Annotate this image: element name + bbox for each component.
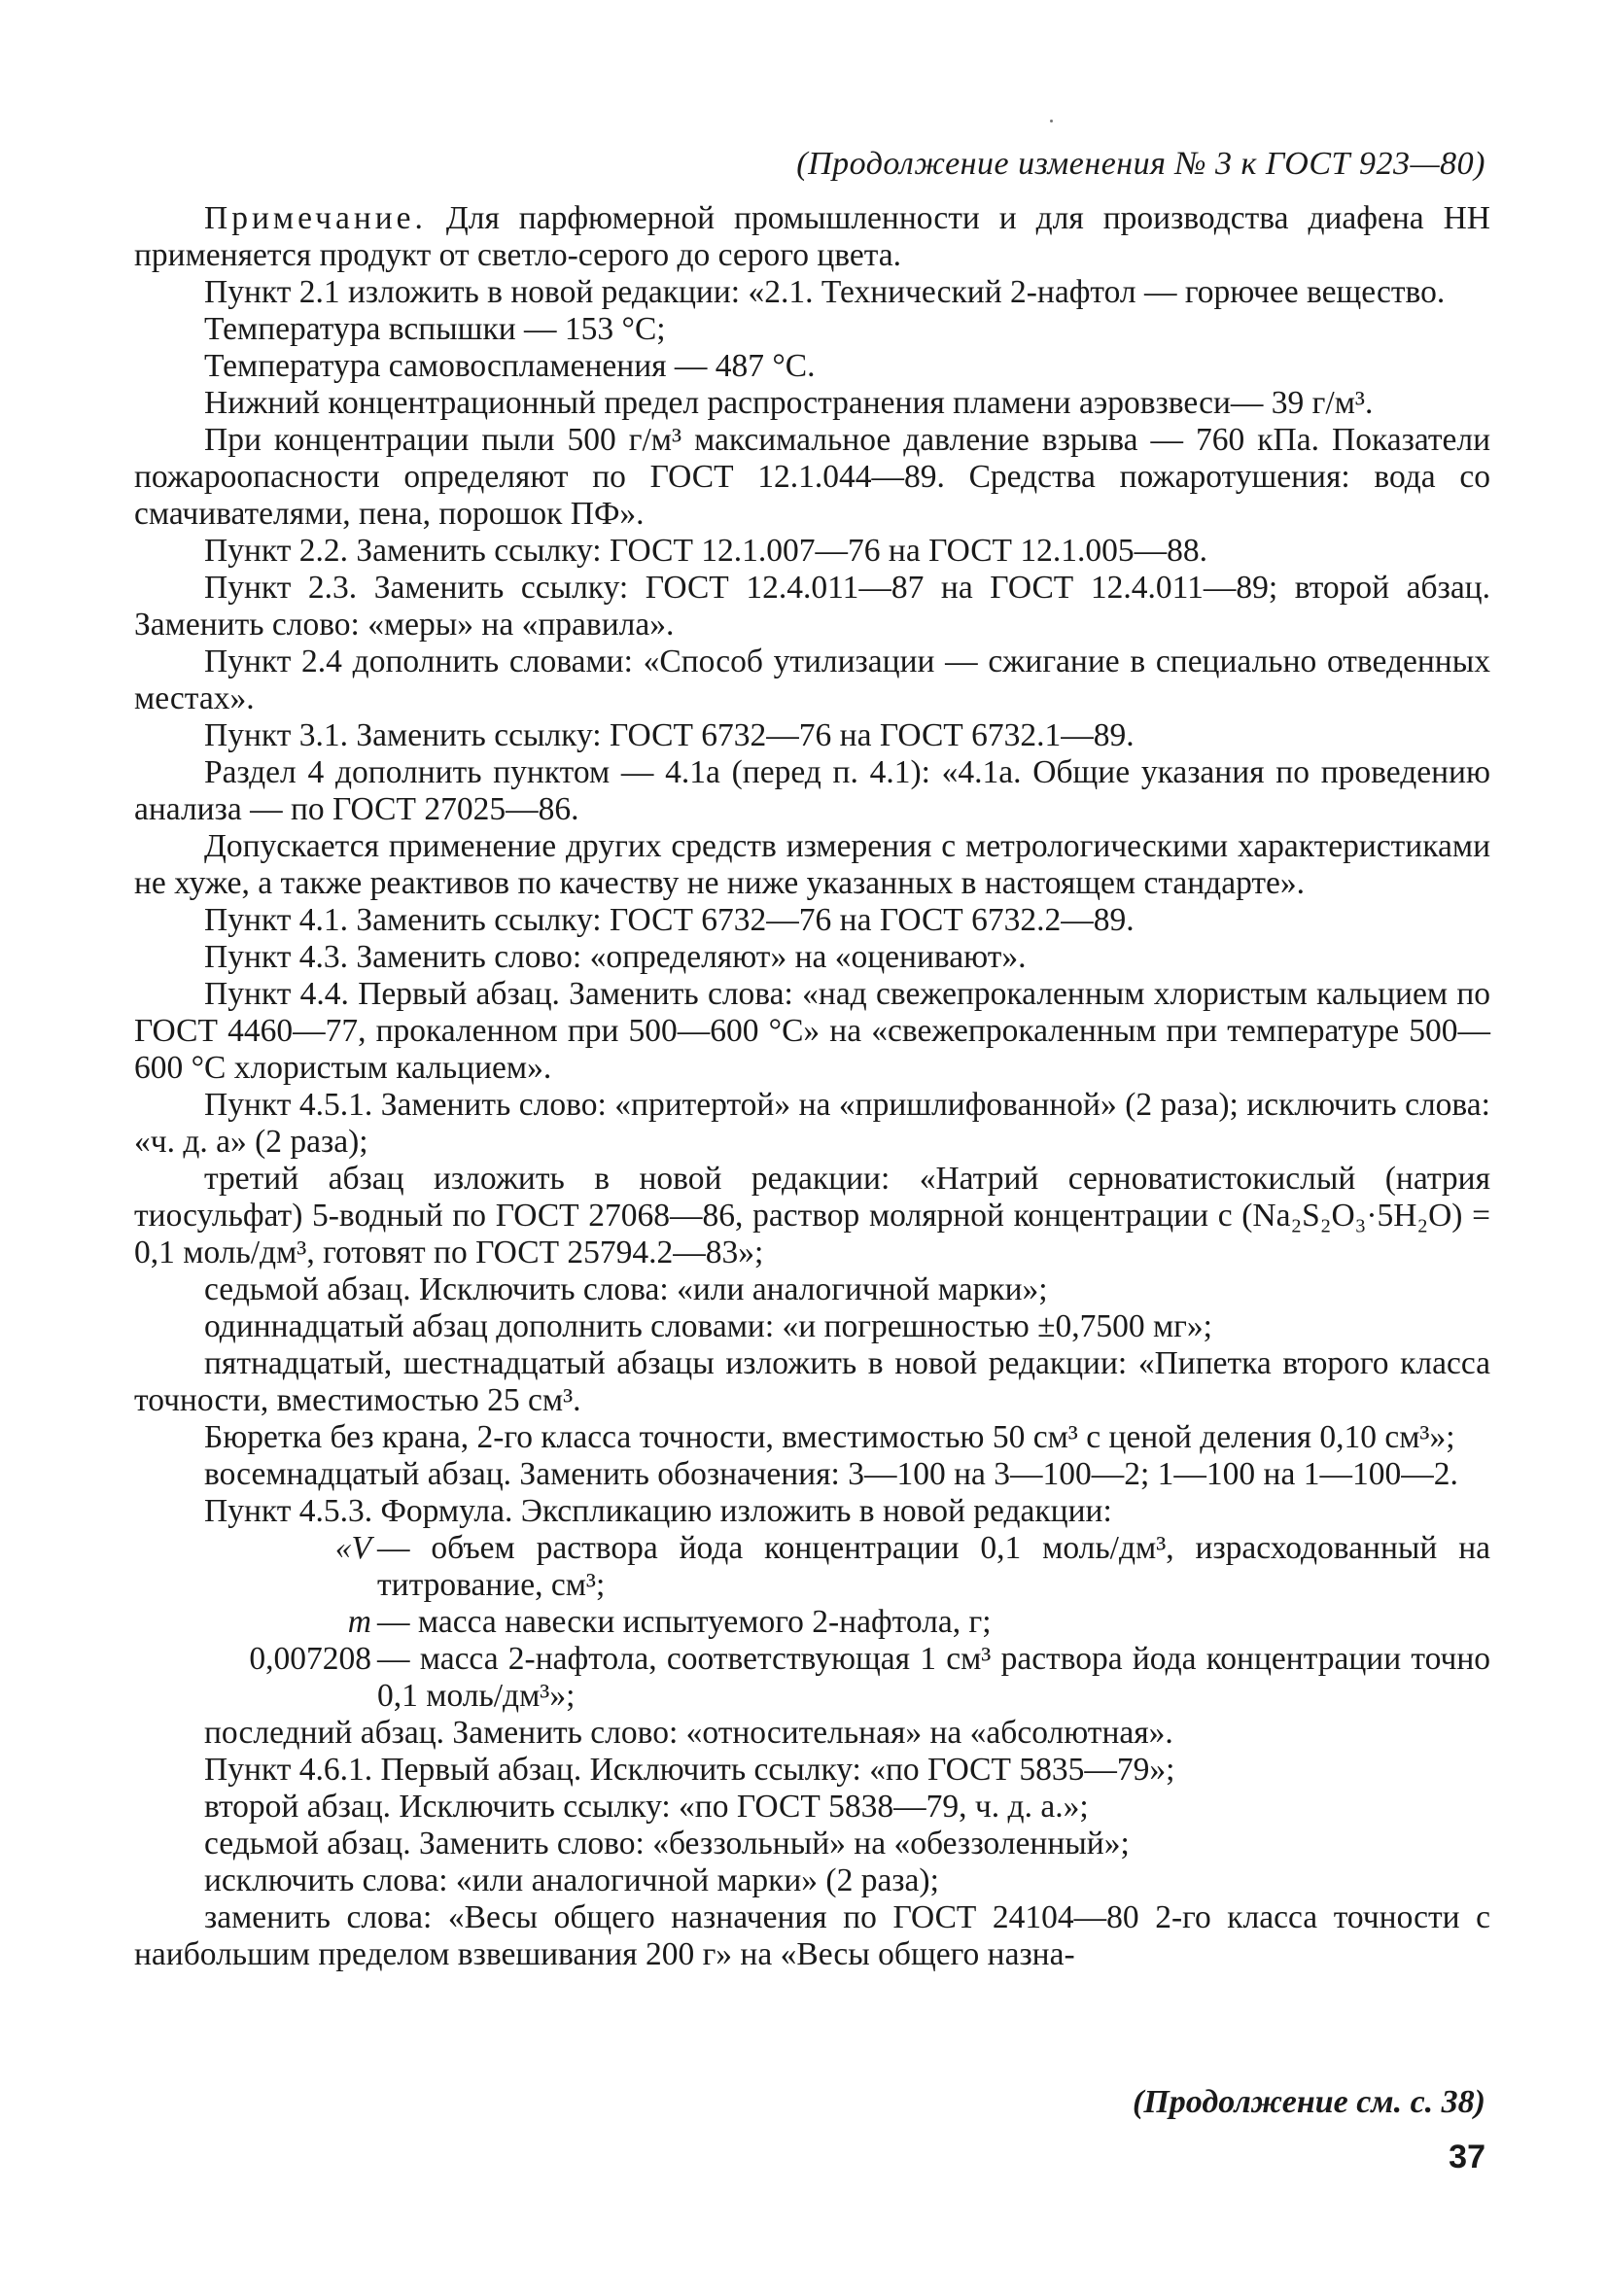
paragraph: При концентрации пыли 500 г/м³ максимальное давление взрыва — 760 кПа. Показатели пожароопасности определяют по ГОСТ 12.1.044—89. Средства пожаротушения: вода со смачивателями, пена, порошок ПФ». <box>134 422 1490 532</box>
paragraph: Пункт 2.1 изложить в новой редакции: «2.1. Технический 2-нафтол — горючее вещество. <box>204 274 1446 310</box>
paragraph: Пункт 3.1. Заменить ссылку: ГОСТ 6732—76 на ГОСТ 6732.1—89. <box>204 717 1135 753</box>
note-lead: Примечание. <box>204 200 427 236</box>
paragraph: Допускается применение других средств измерения с метрологическими характеристиками не хуже, а также реактивов по качеству не ниже указанных в настоящем стандарте». <box>134 828 1490 901</box>
paragraph: одиннадцатый абзац дополнить словами: «и погрешностью ±0,7500 мг»; <box>204 1308 1212 1344</box>
paragraph: третий абзац изложить в новой редакции: «Натрий серноватистокислый (натрия тиосульфат) 5-водный по ГОСТ 27068—86, раствор молярной концентрации c (Na₂S₂O₃·5H₂O) = 0,1 моль/дм³, готовят по ГОСТ 25794.2—83»; <box>134 1161 1490 1270</box>
paragraph: Пункт 2.2. Заменить ссылку: ГОСТ 12.1.007—76 на ГОСТ 12.1.005—88. <box>204 533 1208 569</box>
paragraph: Пункт 2.4 дополнить словами: «Способ утилизации — сжигание в специально отведенных местах». <box>134 644 1490 716</box>
paragraph: Температура самовоспламенения — 487 °С. <box>204 348 816 384</box>
explication-description: — масса 2-нафтола, соответствующая 1 см³ раствора йода концентрации точно 0,1 моль/дм³»; <box>377 1641 1490 1714</box>
paragraph: последний абзац. Заменить слово: «относительная» на «абсолютная». <box>204 1715 1173 1751</box>
paragraph: Пункт 4.5.1. Заменить слово: «притертой» на «пришлифованной» (2 раза); исключить слова: «ч. д. а» (2 раза); <box>134 1087 1490 1160</box>
explication-symbol: 0,007208 <box>249 1641 371 1677</box>
running-header: (Продолжение изменения № 3 к ГОСТ 923—80) <box>796 146 1485 182</box>
paragraph: Пункт 4.5.3. Формула. Экспликацию изложить в новой редакции: <box>204 1493 1112 1529</box>
paragraph: Бюретка без крана, 2-го класса точности, вместимостью 50 см³ с ценой деления 0,10 см³»; <box>204 1419 1455 1455</box>
formula-explication <box>134 1530 1490 1715</box>
paragraph: пятнадцатый, шестнадцатый абзацы изложить в новой редакции: «Пипетка второго класса точности, вместимостью 25 см³. <box>134 1345 1490 1418</box>
paragraph-note: Примечание. Для парфюмерной промышленности и для производства диафена НН применяется продукт от светло-серого до серого цвета. <box>134 200 1490 273</box>
paragraph: Температура вспышки — 153 °С; <box>204 311 666 347</box>
paragraph: второй абзац. Исключить ссылку: «по ГОСТ 5838—79, ч. д. а.»; <box>204 1789 1089 1825</box>
paragraph: Пункт 2.3. Заменить ссылку: ГОСТ 12.4.011—87 на ГОСТ 12.4.011—89; второй абзац. Заменить слово: «меры» на «правила». <box>134 570 1490 643</box>
paragraph: седьмой абзац. Исключить слова: «или аналогичной марки»; <box>204 1271 1048 1307</box>
paragraph: Пункт 4.6.1. Первый абзац. Исключить ссылку: «по ГОСТ 5835—79»; <box>204 1752 1175 1788</box>
paragraph: исключить слова: «или аналогичной марки» (2 раза); <box>204 1862 939 1898</box>
paragraph: Пункт 4.4. Первый абзац. Заменить слова: «над свежепрокаленным хлористым кальцием по ГОСТ 4460—77, прокаленном при 500—600 °С» на «свежепрокаленным при температуре 500—600 °С хлористым кальцием». <box>134 976 1490 1086</box>
paragraph: восемнадцатый абзац. Заменить обозначения: 3—100 на 3—100—2; 1—100 на 1—100—2. <box>204 1456 1458 1492</box>
explication-description: — масса навески испытуемого 2-нафтола, г; <box>377 1604 992 1640</box>
paragraph: Нижний концентрационный предел распространения пламени аэровзвеси— 39 г/м³. <box>204 385 1374 421</box>
page-number: 37 <box>1449 2139 1485 2175</box>
document-body <box>134 200 1490 1973</box>
paragraph: седьмой абзац. Заменить слово: «беззольный» на «обеззоленный»; <box>204 1826 1130 1861</box>
paragraph: Пункт 4.3. Заменить слово: «определяют» на «оценивают». <box>204 939 1027 975</box>
scan-speck <box>1050 120 1053 122</box>
paragraph: Пункт 4.1. Заменить ссылку: ГОСТ 6732—76 на ГОСТ 6732.2—89. <box>204 902 1135 938</box>
continuation-note: (Продолжение см. с. 38) <box>1133 2084 1485 2120</box>
explication-symbol: m <box>347 1604 371 1640</box>
explication-description: — объем раствора йода концентрации 0,1 моль/дм³, израсходованный на титрование, см³; <box>377 1530 1490 1603</box>
paragraph: Раздел 4 дополнить пунктом — 4.1а (перед п. 4.1): «4.1а. Общие указания по проведению анализа — по ГОСТ 27025—86. <box>134 754 1490 827</box>
paragraph: заменить слова: «Весы общего назначения по ГОСТ 24104—80 2-го класса точности с наибольшим пределом взвешивания 200 г» на «Весы общего назна- <box>134 1899 1490 1972</box>
explication-symbol: «V <box>334 1530 371 1566</box>
